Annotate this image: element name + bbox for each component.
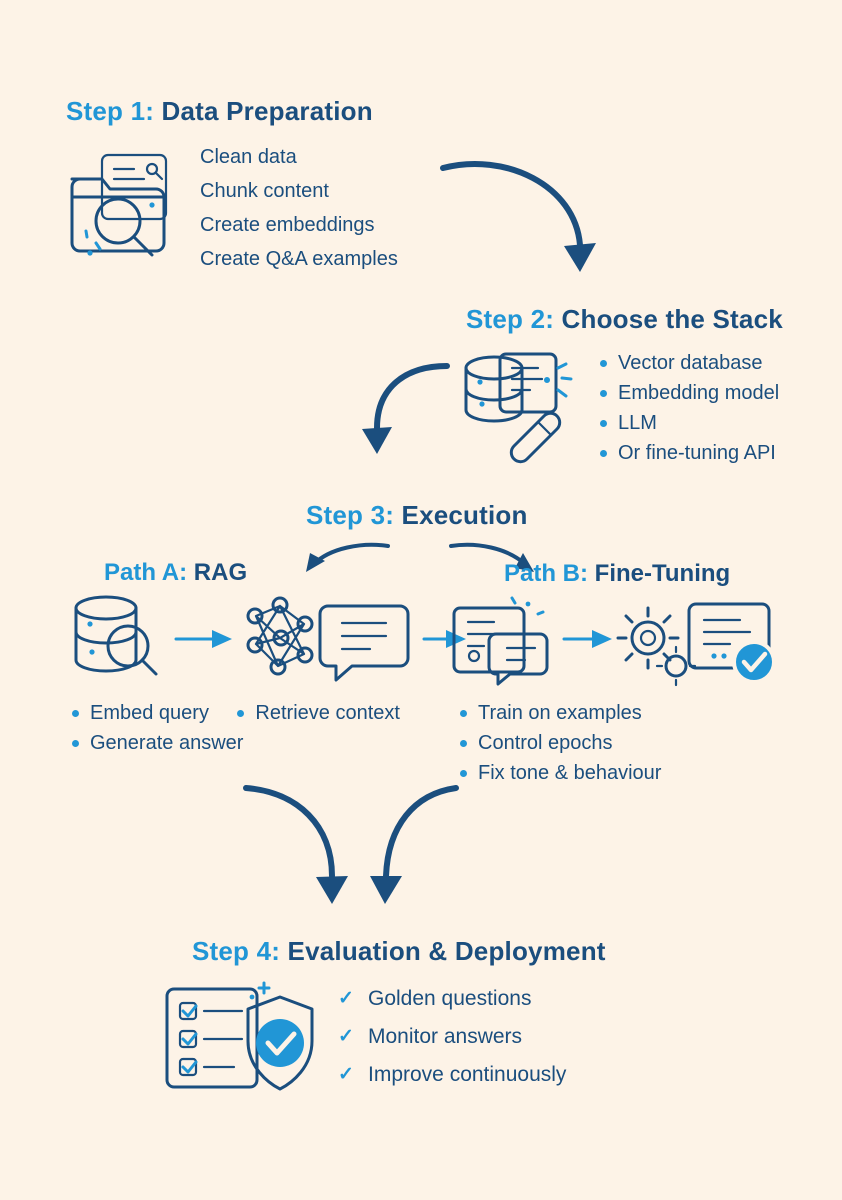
path-b-item-0: Train on examples	[458, 698, 661, 728]
path-a-item-1: Retrieve context	[235, 698, 400, 728]
database-search-icon	[76, 597, 156, 674]
arrow-ft-inline-1	[564, 630, 612, 648]
step2-item-1: Embedding model	[598, 378, 779, 408]
path-b-item-1: Control epochs	[458, 728, 661, 758]
arrow-step3-to-path-a	[300, 540, 395, 580]
step4-title	[192, 936, 606, 967]
step2-item-list	[598, 348, 779, 468]
check-icon: ✓	[338, 1064, 354, 1085]
step4-item-1-label: Monitor answers	[368, 1025, 523, 1048]
arrow-step2-to-step3	[355, 358, 465, 468]
step2-icon	[450, 338, 580, 463]
path-a-label: Path A:	[104, 559, 188, 586]
folder-search-icon	[56, 135, 196, 275]
step3-title-name: Execution	[401, 500, 528, 530]
path-a-item-list	[70, 698, 400, 758]
step3-title	[306, 500, 528, 531]
step4-item-2-label: Improve continuously	[368, 1063, 567, 1086]
step1-title-prefix: Step 1:	[66, 96, 155, 126]
path-b-title	[504, 560, 730, 588]
step3-title-prefix: Step 3:	[306, 500, 395, 530]
step4-title-prefix: Step 4:	[192, 936, 281, 966]
step1-item-3: Create Q&A examples	[200, 248, 398, 270]
step1-title	[66, 96, 373, 127]
path-b-item-2: Fix tone & behaviour	[458, 758, 661, 788]
step2-item-2: LLM	[598, 408, 779, 438]
step4-item-1	[338, 1018, 566, 1056]
step4-item-0	[338, 980, 566, 1018]
documents-chat-icon	[454, 598, 547, 684]
step2-item-0: Vector database	[598, 348, 779, 378]
step1-item-0: Clean data	[200, 146, 297, 168]
arrow-path-b-to-step4	[370, 780, 480, 915]
arrow-step1-to-step2	[435, 150, 615, 290]
check-icon: ✓	[338, 1026, 354, 1047]
path-b-label: Path B:	[504, 560, 588, 587]
path-a-title	[104, 559, 247, 587]
arrow-path-a-to-step4	[240, 780, 360, 915]
gears-icon	[618, 608, 695, 685]
path-a-item-0: Embed query	[70, 698, 209, 728]
path-b-name: Fine-Tuning	[594, 560, 731, 587]
chat-bubble-icon	[320, 606, 408, 680]
step1-title-name: Data Preparation	[161, 96, 373, 126]
step1-icon	[56, 135, 196, 275]
neural-network-icon	[248, 598, 312, 674]
path-b-item-list	[458, 698, 661, 788]
path-a-icons	[66, 592, 466, 687]
path-a-name: RAG	[193, 559, 248, 586]
document-check-icon	[689, 604, 774, 682]
step4-item-list	[338, 980, 566, 1094]
checklist-shield-icon	[160, 975, 320, 1100]
path-a-item-2: Generate answer	[70, 728, 400, 758]
step4-icon	[160, 975, 320, 1100]
step2-title-prefix: Step 2:	[466, 304, 555, 334]
check-icon: ✓	[338, 988, 354, 1009]
step4-item-2	[338, 1056, 566, 1094]
step1-item-1: Chunk content	[200, 180, 329, 202]
step1-item-2: Create embeddings	[200, 214, 375, 236]
database-document-icon	[450, 338, 580, 463]
path-b-icons	[452, 592, 782, 687]
step1-item-list	[200, 140, 398, 276]
step4-title-name: Evaluation & Deployment	[287, 936, 606, 966]
step2-title	[466, 304, 783, 335]
step2-title-name: Choose the Stack	[561, 304, 783, 334]
step2-item-3: Or fine-tuning API	[598, 438, 779, 468]
arrow-rag-inline-1	[176, 630, 232, 648]
step4-item-0-label: Golden questions	[368, 987, 532, 1010]
